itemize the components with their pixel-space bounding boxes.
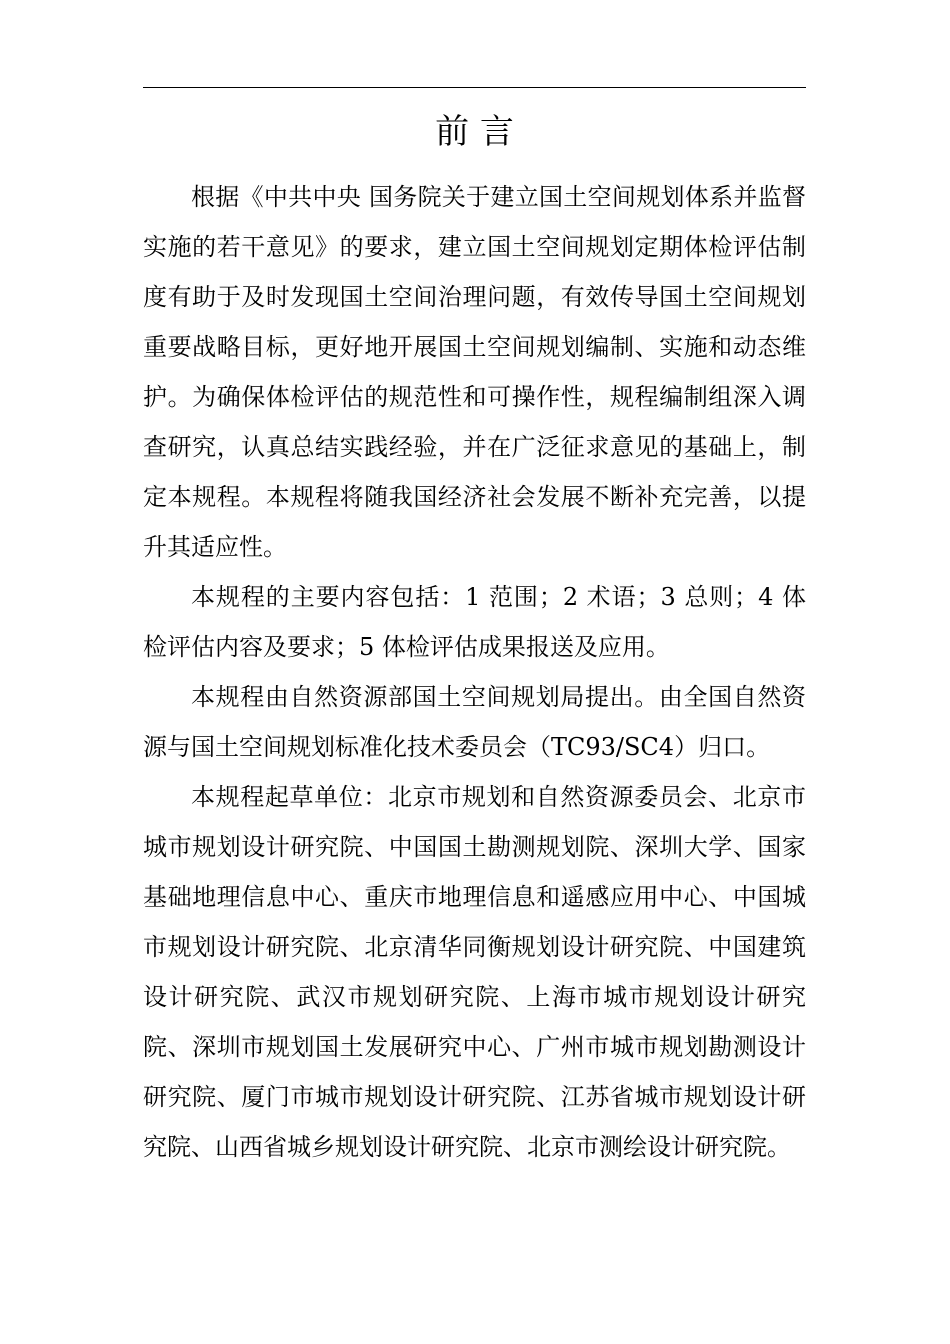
paragraph-proposer: 本规程由自然资源部国土空间规划局提出。由全国自然资源与国土空间规划标准化技术委员会（TC93/SC4）归口。 xyxy=(143,683,806,761)
page-title: 前 言 xyxy=(435,112,514,152)
paragraph-contents: 本规程的主要内容包括：1 范围；2 术语；3 总则；4 体检评估内容及要求；5 体检评估成果报送及应用。 xyxy=(143,583,806,661)
paragraph-drafting-units: 本规程起草单位：北京市规划和自然资源委员会、北京市城市规划设计研究院、中国国土勘测规划院、深圳大学、国家基础地理信息中心、重庆市地理信息和遥感应用中心、中国城市规划设计研究院、北京清华同衡规划设计研究院、中国建筑设计研究院、武汉市规划研究院、上海市城市规划设计研究院、深圳市规划国土发展研究中心、广州市城市规划勘测设计研究院、厦门市城市规划设计研究院、江苏省城市规划设计研究院、山西省城乡规划设计研究院、北京市测绘设计研究院。 xyxy=(143,783,806,1161)
body-text xyxy=(143,172,806,1172)
paragraph-background: 根据《中共中央 国务院关于建立国土空间规划体系并监督实施的若干意见》的要求，建立国土空间规划定期体检评估制度有助于及时发现国土空间治理问题，有效传导国土空间规划重要战略目标，更好地开展国土空间规划编制、实施和动态维护。为确保体检评估的规范性和可操作性，规程编制组深入调查研究，认真总结实践经验，并在广泛征求意见的基础上，制定本规程。本规程将随我国经济社会发展不断补充完善，以提升其适应性。 xyxy=(143,183,806,561)
header-rule xyxy=(143,87,806,88)
